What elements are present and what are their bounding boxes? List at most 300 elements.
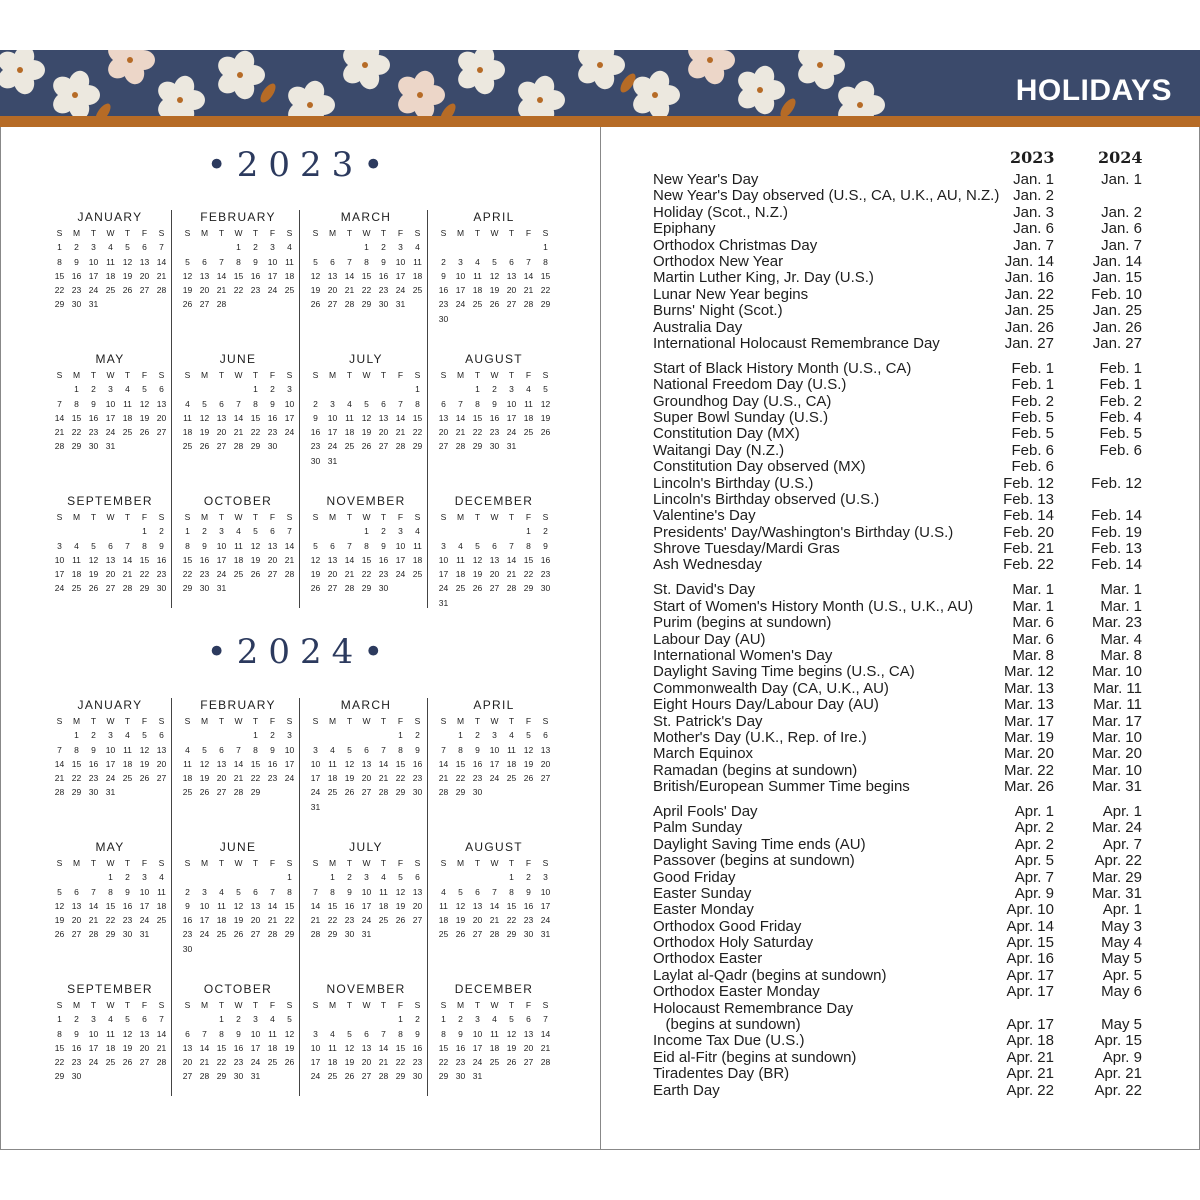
day-cell: 8	[108, 886, 113, 897]
date-2024: May 5	[1101, 950, 1142, 968]
day-cell: 28	[455, 441, 466, 452]
day-cell: 15	[54, 1042, 65, 1053]
weekday-label: W	[362, 858, 371, 868]
holiday-name: Martin Luther King, Jr. Day (U.S.)	[653, 269, 874, 287]
day-cell: 19	[88, 569, 99, 580]
day-grid	[179, 368, 301, 454]
holiday-name: Epiphany	[653, 220, 716, 238]
month-september	[45, 982, 173, 1084]
date-2024: Apr. 21	[1094, 1065, 1142, 1083]
day-cell: 5	[125, 242, 130, 253]
day-cell: 12	[139, 744, 150, 755]
day-cell: 31	[105, 441, 116, 452]
day-cell: 11	[473, 270, 482, 281]
holiday-name: St. David's Day	[653, 581, 756, 599]
date-2023: Feb. 1	[1011, 376, 1054, 394]
date-2024: Feb. 19	[1091, 523, 1142, 541]
day-cell: 26	[506, 1057, 517, 1068]
weekday-label: T	[474, 716, 481, 726]
weekday-label: T	[380, 716, 387, 726]
day-cell: 3	[398, 526, 403, 537]
day-cell: 30	[88, 441, 99, 452]
weekday-label: T	[124, 716, 131, 726]
weekday-label: S	[312, 228, 319, 238]
day-cell: 23	[378, 569, 389, 580]
day-cell: 12	[455, 900, 466, 911]
weekday-label: T	[346, 716, 353, 726]
day-cell: 29	[216, 1071, 227, 1082]
day-cell: 3	[202, 886, 207, 897]
day-cell: 16	[540, 554, 551, 565]
day-cell: 20	[267, 554, 278, 565]
day-cell: 29	[71, 441, 82, 452]
weekday-label: T	[252, 716, 259, 726]
weekday-label: S	[414, 858, 421, 868]
weekday-label: W	[234, 716, 243, 726]
day-cell: 5	[202, 398, 207, 409]
empty-cell	[51, 382, 68, 396]
day-cell: 10	[105, 744, 116, 755]
day-cell: 30	[233, 1071, 244, 1082]
day-cell: 13	[156, 398, 167, 409]
day-grid	[51, 998, 173, 1084]
day-cell: 23	[455, 1057, 466, 1068]
day-cell: 24	[267, 285, 278, 296]
day-cell: 10	[88, 1028, 99, 1039]
date-2024: Feb. 2	[1099, 392, 1142, 410]
weekday-label: T	[124, 512, 131, 522]
day-cell: 17	[361, 900, 372, 911]
empty-cell	[435, 524, 452, 538]
holiday-row	[653, 476, 1153, 492]
day-cell: 22	[523, 569, 534, 580]
day-cell: 30	[489, 441, 500, 452]
date-2023: Jan. 16	[1004, 269, 1054, 287]
empty-cell	[196, 1012, 213, 1026]
day-cell: 12	[122, 256, 133, 267]
date-2024: Feb. 6	[1099, 441, 1142, 459]
date-2024: Jan. 14	[1092, 252, 1142, 270]
day-cell: 2	[185, 886, 190, 897]
day-cell: 18	[182, 427, 193, 438]
day-cell: 5	[364, 398, 369, 409]
day-cell: 23	[310, 441, 321, 452]
holiday-name: Orthodox New Year	[653, 252, 784, 270]
day-cell: 26	[250, 569, 261, 580]
date-2024: Mar. 1	[1100, 597, 1142, 615]
date-2024: Feb. 13	[1091, 540, 1142, 558]
day-cell: 28	[506, 583, 517, 594]
date-2024: Mar. 8	[1100, 646, 1142, 664]
date-2023: Apr. 15	[1006, 934, 1054, 952]
holiday-name: Easter Monday	[653, 901, 754, 919]
day-cell: 31	[88, 299, 99, 310]
day-cell: 14	[506, 554, 517, 565]
date-2024: May 6	[1101, 983, 1142, 1001]
weekday-label: M	[200, 512, 209, 522]
day-cell: 25	[182, 441, 193, 452]
weekday-label: M	[200, 716, 209, 726]
weekday-label: S	[440, 512, 447, 522]
day-cell: 1	[441, 1014, 446, 1025]
day-cell: 19	[122, 1042, 133, 1053]
holiday-row	[653, 820, 1153, 836]
empty-cell	[179, 870, 196, 884]
day-cell: 21	[523, 285, 534, 296]
day-cell: 5	[57, 886, 62, 897]
day-cell: 18	[71, 569, 82, 580]
day-cell: 27	[139, 285, 150, 296]
weekday-label: S	[312, 370, 319, 380]
day-cell: 10	[489, 744, 500, 755]
weekday-label: M	[200, 370, 209, 380]
day-cell: 6	[142, 242, 147, 253]
day-cell: 8	[415, 398, 420, 409]
day-cell: 25	[71, 583, 82, 594]
weekday-label: F	[525, 512, 532, 522]
date-2024: Feb. 4	[1099, 408, 1142, 426]
day-cell: 23	[344, 915, 355, 926]
weekday-label: T	[380, 858, 387, 868]
day-cell: 23	[489, 427, 500, 438]
date-2023: Apr. 21	[1006, 1065, 1054, 1083]
day-cell: 31	[139, 929, 150, 940]
holiday-row	[653, 377, 1153, 393]
day-cell: 4	[159, 872, 164, 883]
day-cell: 31	[310, 801, 321, 812]
day-cell: 24	[88, 1057, 99, 1068]
day-cell: 19	[310, 569, 321, 580]
holiday-name: Easter Sunday	[653, 884, 752, 902]
day-cell: 10	[284, 398, 295, 409]
holiday-row	[653, 238, 1153, 254]
day-cell: 5	[526, 730, 531, 741]
date-2024: Mar. 4	[1100, 630, 1142, 648]
day-cell: 1	[364, 242, 369, 253]
day-cell: 27	[523, 1057, 534, 1068]
holiday-name: Valentine's Day	[653, 507, 756, 525]
weekday-label: S	[184, 228, 191, 238]
day-cell: 13	[361, 758, 372, 769]
day-cell: 4	[125, 384, 130, 395]
day-grid	[51, 368, 173, 454]
day-cell: 29	[395, 787, 406, 798]
empty-cell	[85, 524, 102, 538]
day-cell: 24	[472, 1057, 483, 1068]
day-cell: 26	[310, 583, 321, 594]
empty-cell	[341, 240, 358, 254]
empty-cell	[486, 524, 503, 538]
weekday-label: W	[490, 370, 499, 380]
day-cell: 6	[74, 886, 79, 897]
day-cell: 22	[361, 285, 372, 296]
empty-cell	[196, 870, 213, 884]
day-cell: 13	[139, 256, 150, 267]
day-cell: 22	[216, 1057, 227, 1068]
day-cell: 2	[236, 1014, 241, 1025]
day-cell: 31	[438, 597, 449, 608]
weekday-label: M	[456, 716, 465, 726]
empty-cell	[213, 728, 230, 742]
month-name: MARCH	[340, 210, 392, 224]
day-cell: 31	[105, 787, 116, 798]
day-cell: 21	[489, 915, 500, 926]
empty-cell	[51, 524, 68, 538]
holiday-row	[653, 303, 1153, 319]
day-cell: 12	[199, 758, 210, 769]
day-cell: 12	[88, 554, 99, 565]
day-cell: 3	[270, 242, 275, 253]
empty-cell	[213, 382, 230, 396]
day-cell: 17	[506, 412, 517, 423]
weekday-label: F	[269, 370, 276, 380]
date-2024: Mar. 1	[1100, 581, 1142, 599]
day-cell: 8	[330, 886, 335, 897]
day-cell: 27	[250, 929, 261, 940]
day-cell: 1	[475, 384, 480, 395]
day-cell: 10	[105, 398, 116, 409]
holiday-name: Mother's Day (U.K., Rep. of Ire.)	[653, 728, 867, 746]
day-cell: 25	[122, 427, 133, 438]
day-cell: 4	[415, 526, 420, 537]
empty-cell	[119, 524, 136, 538]
day-cell: 8	[74, 398, 79, 409]
day-cell: 2	[159, 526, 164, 537]
day-cell: 28	[310, 929, 321, 940]
day-cell: 15	[327, 900, 338, 911]
day-cell: 20	[489, 569, 500, 580]
holiday-row	[653, 935, 1153, 951]
day-grid	[51, 510, 173, 596]
date-2023: Apr. 17	[1006, 1016, 1054, 1034]
date-2023: Jan. 14	[1004, 252, 1054, 270]
day-cell: 27	[267, 569, 278, 580]
day-grid	[307, 856, 429, 942]
day-cell: 7	[543, 1014, 548, 1025]
day-cell: 20	[523, 1042, 534, 1053]
day-cell: 4	[74, 540, 79, 551]
day-cell: 16	[472, 758, 483, 769]
weekday-label: F	[525, 1000, 532, 1010]
day-cell: 4	[526, 384, 531, 395]
day-cell: 19	[233, 915, 244, 926]
day-cell: 27	[438, 441, 449, 452]
holiday-row	[653, 410, 1153, 426]
empty-cell	[307, 382, 324, 396]
day-cell: 23	[523, 915, 534, 926]
month-name: JULY	[349, 352, 383, 366]
month-name: MAY	[95, 840, 125, 854]
day-cell: 22	[506, 915, 517, 926]
empty-cell	[469, 240, 486, 254]
day-cell: 3	[475, 1014, 480, 1025]
weekday-label: T	[474, 1000, 481, 1010]
day-cell: 9	[253, 256, 258, 267]
weekday-label: T	[90, 858, 97, 868]
day-cell: 2	[415, 1014, 420, 1025]
empty-cell	[452, 240, 469, 254]
day-cell: 15	[472, 412, 483, 423]
day-cell: 14	[156, 1028, 167, 1039]
day-cell: 20	[139, 1042, 150, 1053]
date-2023: Apr. 2	[1014, 835, 1054, 853]
holiday-name: Orthodox Easter Monday	[653, 983, 820, 1001]
weekday-label: T	[252, 228, 259, 238]
day-cell: 2	[202, 526, 207, 537]
date-2024: Feb. 14	[1091, 556, 1142, 574]
day-cell: 17	[472, 1042, 483, 1053]
holiday-name: Good Friday	[653, 868, 736, 886]
holiday-name: St. Patrick's Day	[653, 712, 763, 730]
date-2023: Feb. 6	[1011, 458, 1054, 476]
day-cell: 12	[344, 758, 355, 769]
day-cell: 26	[284, 1057, 295, 1068]
day-cell: 2	[381, 242, 386, 253]
month-name: AUGUST	[465, 352, 523, 366]
day-cell: 19	[122, 270, 133, 281]
day-cell: 5	[202, 744, 207, 755]
day-cell: 26	[182, 299, 193, 310]
day-cell: 18	[122, 412, 133, 423]
day-cell: 17	[216, 554, 227, 565]
day-cell: 25	[327, 787, 338, 798]
day-cell: 31	[540, 929, 551, 940]
day-cell: 3	[57, 540, 62, 551]
day-cell: 15	[54, 270, 65, 281]
day-cell: 3	[330, 398, 335, 409]
date-2024: Jan. 15	[1092, 269, 1142, 287]
weekday-label: T	[90, 716, 97, 726]
day-grid	[179, 714, 301, 800]
weekday-label: W	[106, 370, 115, 380]
day-cell: 11	[217, 900, 226, 911]
day-cell: 1	[108, 872, 113, 883]
holiday-row	[653, 632, 1153, 648]
day-cell: 14	[284, 540, 295, 551]
month-name: FEBRUARY	[200, 210, 276, 224]
day-cell: 15	[361, 270, 372, 281]
day-cell: 27	[139, 1057, 150, 1068]
day-cell: 30	[472, 787, 483, 798]
day-cell: 18	[327, 1057, 338, 1068]
holiday-name: Lincoln's Birthday observed (U.S.)	[653, 490, 880, 508]
date-2023: Feb. 12	[1003, 474, 1054, 492]
day-cell: 18	[489, 1042, 500, 1053]
day-cell: 23	[88, 773, 99, 784]
weekday-label: S	[56, 228, 63, 238]
day-cell: 13	[327, 270, 338, 281]
holiday-name: Ash Wednesday	[653, 556, 762, 574]
day-cell: 15	[182, 554, 193, 565]
day-cell: 5	[313, 256, 318, 267]
holiday-name: Income Tax Due (U.S.)	[653, 1032, 805, 1050]
day-cell: 13	[523, 1028, 534, 1039]
day-cell: 4	[270, 1014, 275, 1025]
day-cell: 4	[287, 242, 292, 253]
holiday-row	[653, 287, 1153, 303]
weekday-label: S	[286, 858, 293, 868]
day-cell: 13	[472, 900, 483, 911]
day-cell: 1	[185, 526, 190, 537]
day-cell: 22	[395, 773, 406, 784]
day-cell: 26	[540, 427, 551, 438]
day-cell: 23	[412, 1057, 423, 1068]
column-divider	[171, 210, 172, 608]
holiday-name: International Women's Day	[653, 646, 833, 664]
holiday-row	[653, 714, 1153, 730]
day-cell: 8	[441, 1028, 446, 1039]
day-cell: 17	[284, 758, 295, 769]
day-cell: 25	[267, 1057, 278, 1068]
month-name: OCTOBER	[203, 494, 273, 508]
day-cell: 26	[122, 1057, 133, 1068]
day-cell: 25	[378, 915, 389, 926]
empty-cell	[230, 870, 247, 884]
month-january	[45, 210, 173, 312]
day-cell: 4	[236, 526, 241, 537]
empty-cell	[179, 1012, 196, 1026]
holiday-name: Lunar New Year begins	[653, 285, 809, 303]
day-cell: 2	[415, 730, 420, 741]
day-cell: 26	[344, 787, 355, 798]
day-cell: 9	[415, 1028, 420, 1039]
weekday-label: W	[234, 1000, 243, 1010]
month-april	[429, 698, 557, 800]
holiday-row	[653, 582, 1153, 598]
day-cell: 4	[458, 540, 463, 551]
day-cell: 20	[250, 915, 261, 926]
date-2023: Apr. 22	[1006, 1081, 1054, 1099]
holiday-name: Laylat al-Qadr (begins at sundown)	[653, 966, 887, 984]
date-2023: Mar. 19	[1003, 728, 1054, 746]
holiday-row	[653, 1083, 1153, 1099]
day-cell: 23	[156, 569, 167, 580]
day-cell: 16	[523, 900, 534, 911]
day-cell: 6	[219, 398, 224, 409]
day-cell: 8	[287, 886, 292, 897]
day-cell: 10	[472, 1028, 483, 1039]
day-cell: 16	[378, 554, 389, 565]
day-cell: 9	[458, 1028, 463, 1039]
day-cell: 25	[233, 569, 244, 580]
page-title: HOLIDAYS	[1015, 74, 1172, 107]
empty-cell	[213, 870, 230, 884]
weekday-label: F	[269, 228, 276, 238]
holiday-row	[653, 984, 1153, 1000]
day-cell: 6	[509, 256, 514, 267]
weekday-label: F	[397, 716, 404, 726]
date-2024: Mar. 10	[1091, 663, 1142, 681]
day-cell: 17	[88, 270, 99, 281]
weekday-label: S	[184, 370, 191, 380]
weekday-label: T	[508, 512, 515, 522]
day-cell: 30	[523, 929, 534, 940]
day-cell: 15	[233, 270, 244, 281]
day-cell: 17	[327, 427, 338, 438]
day-cell: 14	[233, 412, 244, 423]
empty-cell	[486, 870, 503, 884]
month-name: MAY	[95, 352, 125, 366]
date-2023: Apr. 17	[1006, 966, 1054, 984]
weekday-label: S	[286, 1000, 293, 1010]
weekday-label: W	[362, 1000, 371, 1010]
day-cell: 1	[364, 526, 369, 537]
day-cell: 5	[142, 730, 147, 741]
day-grid	[307, 510, 429, 596]
day-grid	[307, 998, 429, 1084]
holiday-name: Earth Day	[653, 1081, 720, 1099]
day-cell: 28	[156, 285, 167, 296]
